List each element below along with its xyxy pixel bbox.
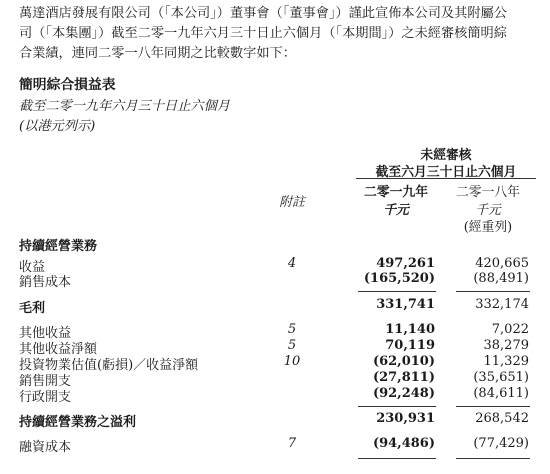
row-prior: 11,329 xyxy=(483,354,529,369)
row-note: 5 xyxy=(287,322,297,337)
subtotal-rule-prior xyxy=(456,458,530,459)
row-prior: 420,665 xyxy=(475,256,529,271)
total-row xyxy=(0,411,550,429)
table-row xyxy=(0,271,550,289)
header-unaudited: 未經審核 xyxy=(420,148,472,163)
header-year-current: 二零一九年 xyxy=(364,185,428,200)
row-current: (94,486) xyxy=(372,436,435,451)
subtotal-rule-prior xyxy=(456,291,530,292)
table-row xyxy=(0,436,550,454)
row-current: (165,520) xyxy=(363,271,435,286)
row-prior: (77,429) xyxy=(473,436,529,451)
row-current: 497,261 xyxy=(376,256,435,271)
row-label: 行政開支 xyxy=(19,390,72,405)
row-prior: (35,651) xyxy=(473,370,529,385)
row-prior: 38,279 xyxy=(483,338,529,353)
intro-paragraph xyxy=(19,4,544,64)
intro-line: 萬達酒店發展有限公司（「本公司」）董事會（「董事會」）謹此宣佈本公司及其附屬公 xyxy=(19,6,507,21)
subtotal-rule-current xyxy=(358,458,436,459)
row-label: 其他收益淨額 xyxy=(19,342,98,357)
row-label: 持續經營業務之溢利 xyxy=(19,415,137,430)
header-restated: (經重列) xyxy=(463,220,513,235)
row-current: (92,248) xyxy=(372,386,435,401)
row-label: 投資物業估值(虧損)／收益淨額 xyxy=(19,358,199,373)
row-prior: 7,022 xyxy=(491,322,529,337)
statement-period: 截至二零一九年六月三十日止六個月 xyxy=(19,99,230,114)
row-label: 銷售成本 xyxy=(19,275,72,290)
total-row xyxy=(0,297,550,315)
row-note: 4 xyxy=(287,256,297,271)
row-current: (62,010) xyxy=(372,354,435,369)
statement-title: 簡明綜合損益表 xyxy=(19,77,116,93)
row-prior: 268,542 xyxy=(475,411,529,426)
row-note: 7 xyxy=(287,436,297,451)
row-label: 持續經營業務 xyxy=(19,239,98,254)
subtotal-rule-current xyxy=(358,291,436,292)
row-label: 銷售開支 xyxy=(19,374,72,389)
header-rule xyxy=(356,178,536,179)
subtotal-rule-current xyxy=(358,406,436,407)
header-year-prior: 二零一八年 xyxy=(456,185,520,200)
row-current: 11,140 xyxy=(385,322,435,337)
row-current: 331,741 xyxy=(376,297,435,312)
header-period: 截至六月三十日止六個月 xyxy=(375,165,517,180)
intro-line: 合業績，連同二零一八年同期之比較數字如下： xyxy=(19,46,296,61)
row-current: 70,119 xyxy=(385,338,435,353)
subtotal-rule-prior xyxy=(456,406,530,407)
row-note: 5 xyxy=(287,338,297,353)
intro-line: 司（「本集團」）截至二零一九年六月三十日止六個月（「本期間」）之未經審核簡明綜 xyxy=(19,26,507,41)
section-row xyxy=(0,235,550,253)
header-notes: 附註 xyxy=(279,195,305,210)
row-prior: (88,491) xyxy=(473,271,529,286)
table-row xyxy=(0,386,550,404)
row-label: 其他收益 xyxy=(19,326,72,341)
row-note: 10 xyxy=(283,354,301,369)
row-prior: (84,611) xyxy=(473,386,529,401)
row-current: 230,931 xyxy=(376,411,435,426)
row-label: 融資成本 xyxy=(19,440,72,455)
row-label: 毛利 xyxy=(19,301,46,316)
header-unit-prior: 千元 xyxy=(475,203,501,218)
row-current: (27,811) xyxy=(372,370,435,385)
row-prior: 332,174 xyxy=(475,297,529,312)
header-unit-current: 千元 xyxy=(383,203,409,218)
row-label: 收益 xyxy=(19,260,46,275)
statement-currency-note: (以港元列示) xyxy=(19,119,96,134)
